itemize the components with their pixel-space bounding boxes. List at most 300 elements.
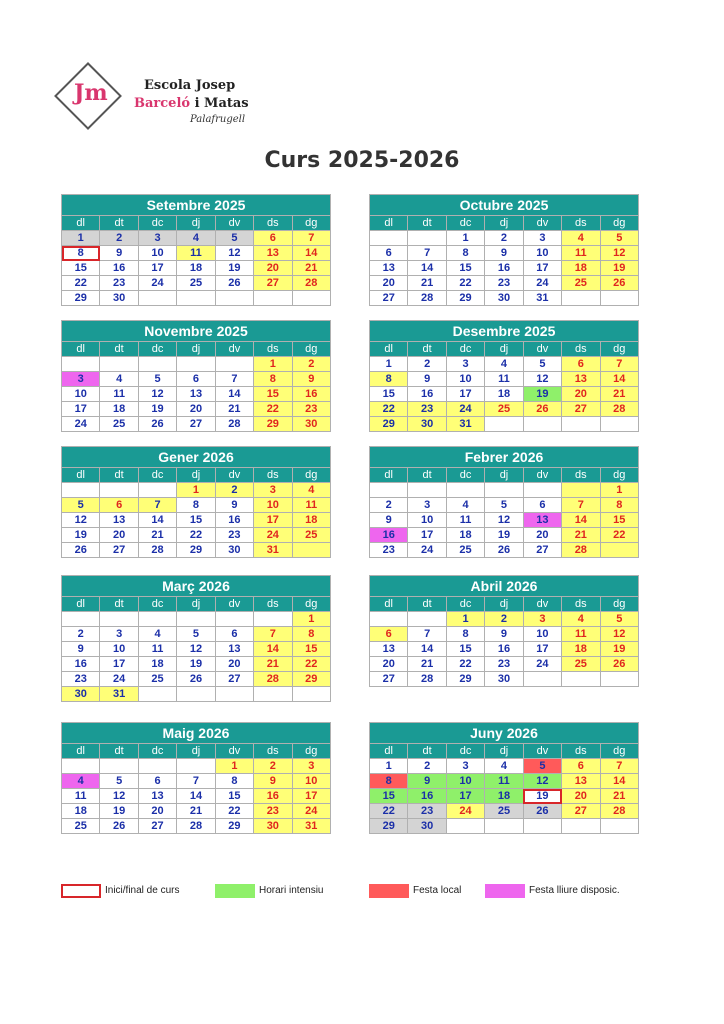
- day-cell: 1: [446, 612, 484, 627]
- day-cell: 22: [177, 528, 215, 543]
- weekday-header: dt: [408, 468, 446, 483]
- day-cell: 14: [215, 387, 253, 402]
- legend-label: Festa local: [413, 885, 462, 896]
- day-cell: 23: [292, 402, 330, 417]
- weekday-header: dt: [408, 216, 446, 231]
- day-cell: 15: [215, 789, 253, 804]
- day-cell: 17: [292, 789, 330, 804]
- day-cell: 19: [523, 387, 561, 402]
- legend-swatch: [369, 884, 409, 898]
- day-cell: 10: [254, 498, 292, 513]
- day-cell: 15: [177, 513, 215, 528]
- day-cell: 26: [100, 819, 138, 834]
- day-cell: 10: [292, 774, 330, 789]
- day-cell: 3: [292, 759, 330, 774]
- day-cell: 13: [562, 372, 600, 387]
- day-cell: 7: [600, 357, 638, 372]
- day-cell: 12: [485, 513, 523, 528]
- weekday-header: dj: [177, 342, 215, 357]
- day-cell: 4: [485, 357, 523, 372]
- weekday-header: dj: [485, 216, 523, 231]
- day-cell: 27: [562, 402, 600, 417]
- weekday-header: ds: [562, 216, 600, 231]
- day-cell: 10: [446, 372, 484, 387]
- day-cell: 21: [254, 657, 292, 672]
- day-cell: 15: [370, 387, 408, 402]
- month-title: Octubre 2025: [370, 195, 639, 216]
- day-cell: 2: [370, 498, 408, 513]
- day-cell: 14: [292, 246, 330, 261]
- day-cell: 17: [523, 261, 561, 276]
- weekday-header: dg: [292, 597, 330, 612]
- day-cell: 25: [138, 672, 176, 687]
- empty-cell: [292, 291, 330, 306]
- day-cell: 12: [100, 789, 138, 804]
- day-cell: 22: [62, 276, 100, 291]
- day-cell: 25: [177, 276, 215, 291]
- day-cell: 20: [215, 657, 253, 672]
- day-cell: 23: [408, 402, 446, 417]
- day-cell: 8: [177, 498, 215, 513]
- weekday-header: dv: [215, 744, 253, 759]
- day-cell: 6: [370, 246, 408, 261]
- day-cell: 19: [177, 657, 215, 672]
- weekday-header: dv: [523, 216, 561, 231]
- day-cell: 21: [562, 528, 600, 543]
- day-cell: 27: [370, 672, 408, 687]
- day-cell: 10: [100, 642, 138, 657]
- day-cell: 17: [446, 387, 484, 402]
- day-cell: 15: [254, 387, 292, 402]
- day-cell: 6: [562, 357, 600, 372]
- day-cell: 17: [446, 789, 484, 804]
- day-cell: 16: [62, 657, 100, 672]
- day-cell: 16: [100, 261, 138, 276]
- day-cell: 5: [523, 759, 561, 774]
- month-0: [61, 194, 331, 306]
- weekday-header: dc: [138, 216, 176, 231]
- weekday-header: dt: [100, 597, 138, 612]
- day-cell: 3: [62, 372, 100, 387]
- empty-cell: [562, 417, 600, 432]
- day-cell: 15: [446, 261, 484, 276]
- empty-cell: [138, 357, 176, 372]
- weekday-header: dg: [292, 744, 330, 759]
- day-cell: 26: [600, 657, 638, 672]
- day-cell: 20: [100, 528, 138, 543]
- day-cell: 22: [600, 528, 638, 543]
- empty-cell: [600, 543, 638, 558]
- weekday-header: dv: [523, 468, 561, 483]
- day-cell: 17: [254, 513, 292, 528]
- empty-cell: [292, 543, 330, 558]
- day-cell: 11: [446, 513, 484, 528]
- logo-text-town: Palafrugell: [190, 114, 246, 125]
- month-title: Abril 2026: [370, 576, 639, 597]
- day-cell: 19: [600, 642, 638, 657]
- day-cell: 26: [600, 276, 638, 291]
- day-cell: 9: [254, 774, 292, 789]
- day-cell: 2: [485, 231, 523, 246]
- weekday-header: dl: [62, 468, 100, 483]
- day-cell: 2: [408, 759, 446, 774]
- empty-cell: [100, 759, 138, 774]
- day-cell: 26: [215, 276, 253, 291]
- day-cell: 29: [370, 819, 408, 834]
- empty-cell: [600, 672, 638, 687]
- weekday-header: dg: [600, 216, 638, 231]
- day-cell: 4: [446, 498, 484, 513]
- weekday-header: ds: [562, 468, 600, 483]
- day-cell: 3: [446, 357, 484, 372]
- weekday-header: dc: [446, 597, 484, 612]
- weekday-header: dc: [446, 468, 484, 483]
- day-cell: 19: [600, 261, 638, 276]
- day-cell: 10: [523, 246, 561, 261]
- day-cell: 24: [100, 672, 138, 687]
- day-cell: 18: [177, 261, 215, 276]
- day-cell: 30: [215, 543, 253, 558]
- day-cell: 25: [485, 402, 523, 417]
- logo-text-line1: Escola Josep: [144, 78, 236, 93]
- weekday-header: dj: [177, 597, 215, 612]
- weekday-header: dj: [485, 342, 523, 357]
- day-cell: 9: [485, 246, 523, 261]
- day-cell: 23: [62, 672, 100, 687]
- day-cell: 22: [446, 276, 484, 291]
- day-cell: 1: [446, 231, 484, 246]
- day-cell: 10: [408, 513, 446, 528]
- month-8: [61, 722, 331, 834]
- day-cell: 29: [446, 672, 484, 687]
- day-cell: 12: [523, 372, 561, 387]
- weekday-header: dc: [138, 597, 176, 612]
- day-cell: 21: [177, 804, 215, 819]
- day-cell: 21: [215, 402, 253, 417]
- day-cell: 23: [485, 657, 523, 672]
- day-cell: 2: [62, 627, 100, 642]
- day-cell: 20: [138, 804, 176, 819]
- day-cell: 6: [215, 627, 253, 642]
- weekday-header: dg: [600, 342, 638, 357]
- day-cell: 1: [370, 759, 408, 774]
- empty-cell: [254, 687, 292, 702]
- weekday-header: dg: [292, 342, 330, 357]
- empty-cell: [562, 483, 600, 498]
- weekday-header: dl: [370, 468, 408, 483]
- empty-cell: [177, 759, 215, 774]
- weekday-header: dv: [523, 744, 561, 759]
- day-cell: 16: [485, 642, 523, 657]
- day-cell: 22: [254, 402, 292, 417]
- legend-swatch: [61, 884, 101, 898]
- empty-cell: [100, 357, 138, 372]
- day-cell: 14: [138, 513, 176, 528]
- weekday-header: dl: [370, 216, 408, 231]
- day-cell: 2: [408, 357, 446, 372]
- day-cell: 18: [485, 387, 523, 402]
- weekday-header: ds: [254, 468, 292, 483]
- day-cell: 17: [408, 528, 446, 543]
- month-title: Setembre 2025: [62, 195, 331, 216]
- weekday-header: ds: [562, 597, 600, 612]
- day-cell: 31: [292, 819, 330, 834]
- day-cell: 4: [485, 759, 523, 774]
- day-cell: 15: [600, 513, 638, 528]
- day-cell: 15: [62, 261, 100, 276]
- day-cell: 18: [446, 528, 484, 543]
- day-cell: 8: [292, 627, 330, 642]
- weekday-header: ds: [254, 216, 292, 231]
- empty-cell: [408, 483, 446, 498]
- day-cell: 9: [215, 498, 253, 513]
- day-cell: 20: [370, 657, 408, 672]
- day-cell: 20: [523, 528, 561, 543]
- day-cell: 16: [292, 387, 330, 402]
- empty-cell: [138, 483, 176, 498]
- weekday-header: dv: [215, 468, 253, 483]
- weekday-header: dt: [100, 468, 138, 483]
- empty-cell: [292, 687, 330, 702]
- empty-cell: [177, 687, 215, 702]
- day-cell: 16: [370, 528, 408, 543]
- day-cell: 29: [215, 819, 253, 834]
- empty-cell: [562, 672, 600, 687]
- day-cell: 20: [562, 789, 600, 804]
- empty-cell: [523, 672, 561, 687]
- day-cell: 5: [177, 627, 215, 642]
- empty-cell: [215, 291, 253, 306]
- empty-cell: [446, 483, 484, 498]
- empty-cell: [138, 291, 176, 306]
- day-cell: 16: [408, 789, 446, 804]
- day-cell: 13: [523, 513, 561, 528]
- day-cell: 23: [408, 804, 446, 819]
- day-cell: 29: [177, 543, 215, 558]
- day-cell: 8: [370, 372, 408, 387]
- empty-cell: [370, 612, 408, 627]
- month-title: Maig 2026: [62, 723, 331, 744]
- day-cell: 18: [138, 657, 176, 672]
- legend-swatch: [215, 884, 255, 898]
- day-cell: 5: [600, 612, 638, 627]
- empty-cell: [446, 819, 484, 834]
- day-cell: 21: [138, 528, 176, 543]
- day-cell: 31: [446, 417, 484, 432]
- day-cell: 20: [254, 261, 292, 276]
- day-cell: 5: [100, 774, 138, 789]
- weekday-header: dt: [408, 342, 446, 357]
- day-cell: 14: [408, 261, 446, 276]
- empty-cell: [62, 483, 100, 498]
- day-cell: 8: [446, 627, 484, 642]
- logo-text-barcelo: Barceló: [134, 96, 191, 111]
- weekday-header: dl: [62, 216, 100, 231]
- day-cell: 7: [177, 774, 215, 789]
- day-cell: 30: [100, 291, 138, 306]
- empty-cell: [523, 417, 561, 432]
- month-4: [61, 446, 331, 558]
- weekday-header: dv: [215, 597, 253, 612]
- day-cell: 6: [254, 231, 292, 246]
- day-cell: 1: [254, 357, 292, 372]
- weekday-header: dg: [292, 216, 330, 231]
- day-cell: 29: [292, 672, 330, 687]
- legend-label: Inici/final de curs: [105, 885, 180, 896]
- empty-cell: [254, 291, 292, 306]
- day-cell: 20: [562, 387, 600, 402]
- day-cell: 9: [370, 513, 408, 528]
- day-cell: 5: [138, 372, 176, 387]
- day-cell: 3: [100, 627, 138, 642]
- day-cell: 7: [215, 372, 253, 387]
- weekday-header: dg: [600, 468, 638, 483]
- day-cell: 4: [562, 612, 600, 627]
- day-cell: 19: [100, 804, 138, 819]
- day-cell: 6: [370, 627, 408, 642]
- weekday-header: dg: [292, 468, 330, 483]
- day-cell: 17: [62, 402, 100, 417]
- day-cell: 14: [600, 774, 638, 789]
- day-cell: 13: [254, 246, 292, 261]
- day-cell: 19: [485, 528, 523, 543]
- day-cell: 13: [100, 513, 138, 528]
- day-cell: 1: [370, 357, 408, 372]
- day-cell: 19: [523, 789, 561, 804]
- day-cell: 9: [408, 372, 446, 387]
- day-cell: 2: [292, 357, 330, 372]
- day-cell: 3: [523, 612, 561, 627]
- day-cell: 31: [100, 687, 138, 702]
- weekday-header: dl: [370, 342, 408, 357]
- day-cell: 22: [292, 657, 330, 672]
- empty-cell: [254, 612, 292, 627]
- day-cell: 26: [138, 417, 176, 432]
- day-cell: 24: [446, 804, 484, 819]
- day-cell: 26: [177, 672, 215, 687]
- weekday-header: dj: [177, 744, 215, 759]
- day-cell: 9: [485, 627, 523, 642]
- day-cell: 1: [62, 231, 100, 246]
- day-cell: 21: [408, 276, 446, 291]
- empty-cell: [100, 483, 138, 498]
- day-cell: 9: [100, 246, 138, 261]
- day-cell: 7: [562, 498, 600, 513]
- day-cell: 25: [100, 417, 138, 432]
- day-cell: 28: [138, 543, 176, 558]
- day-cell: 11: [562, 246, 600, 261]
- day-cell: 20: [370, 276, 408, 291]
- day-cell: 24: [408, 543, 446, 558]
- day-cell: 2: [254, 759, 292, 774]
- day-cell: 28: [600, 402, 638, 417]
- weekday-header: dj: [177, 216, 215, 231]
- month-1: [369, 194, 639, 306]
- day-cell: 23: [215, 528, 253, 543]
- weekday-header: dj: [485, 744, 523, 759]
- day-cell: 14: [408, 642, 446, 657]
- day-cell: 23: [370, 543, 408, 558]
- empty-cell: [138, 759, 176, 774]
- day-cell: 27: [215, 672, 253, 687]
- day-cell: 11: [100, 387, 138, 402]
- day-cell: 27: [370, 291, 408, 306]
- weekday-header: dv: [523, 342, 561, 357]
- day-cell: 1: [600, 483, 638, 498]
- legend-swatch: [485, 884, 525, 898]
- day-cell: 24: [523, 657, 561, 672]
- empty-cell: [523, 483, 561, 498]
- day-cell: 18: [562, 261, 600, 276]
- weekday-header: dc: [446, 744, 484, 759]
- day-cell: 25: [485, 804, 523, 819]
- day-cell: 12: [215, 246, 253, 261]
- day-cell: 21: [600, 387, 638, 402]
- month-2: [61, 320, 331, 432]
- weekday-header: dt: [408, 597, 446, 612]
- day-cell: 11: [177, 246, 215, 261]
- day-cell: 31: [523, 291, 561, 306]
- day-cell: 11: [485, 774, 523, 789]
- empty-cell: [177, 612, 215, 627]
- day-cell: 26: [523, 804, 561, 819]
- day-cell: 27: [100, 543, 138, 558]
- weekday-header: dt: [100, 216, 138, 231]
- empty-cell: [62, 612, 100, 627]
- weekday-header: dt: [408, 744, 446, 759]
- day-cell: 4: [138, 627, 176, 642]
- day-cell: 13: [177, 387, 215, 402]
- day-cell: 28: [177, 819, 215, 834]
- empty-cell: [138, 612, 176, 627]
- day-cell: 7: [138, 498, 176, 513]
- day-cell: 8: [254, 372, 292, 387]
- weekday-header: dt: [100, 744, 138, 759]
- weekday-header: dl: [370, 744, 408, 759]
- empty-cell: [177, 291, 215, 306]
- day-cell: 4: [62, 774, 100, 789]
- day-cell: 16: [254, 789, 292, 804]
- weekday-header: ds: [254, 342, 292, 357]
- month-5: [369, 446, 639, 558]
- weekday-header: dj: [177, 468, 215, 483]
- month-title: Febrer 2026: [370, 447, 639, 468]
- day-cell: 17: [523, 642, 561, 657]
- day-cell: 17: [138, 261, 176, 276]
- day-cell: 10: [446, 774, 484, 789]
- day-cell: 22: [215, 804, 253, 819]
- day-cell: 4: [177, 231, 215, 246]
- day-cell: 12: [177, 642, 215, 657]
- day-cell: 22: [446, 657, 484, 672]
- day-cell: 8: [62, 246, 100, 261]
- empty-cell: [408, 612, 446, 627]
- day-cell: 3: [408, 498, 446, 513]
- day-cell: 21: [292, 261, 330, 276]
- day-cell: 28: [562, 543, 600, 558]
- weekday-header: dt: [100, 342, 138, 357]
- weekday-header: ds: [562, 342, 600, 357]
- day-cell: 13: [370, 261, 408, 276]
- day-cell: 7: [408, 627, 446, 642]
- day-cell: 13: [562, 774, 600, 789]
- day-cell: 28: [408, 291, 446, 306]
- day-cell: 12: [600, 627, 638, 642]
- day-cell: 22: [370, 402, 408, 417]
- weekday-header: dv: [215, 216, 253, 231]
- day-cell: 21: [408, 657, 446, 672]
- month-title: Gener 2026: [62, 447, 331, 468]
